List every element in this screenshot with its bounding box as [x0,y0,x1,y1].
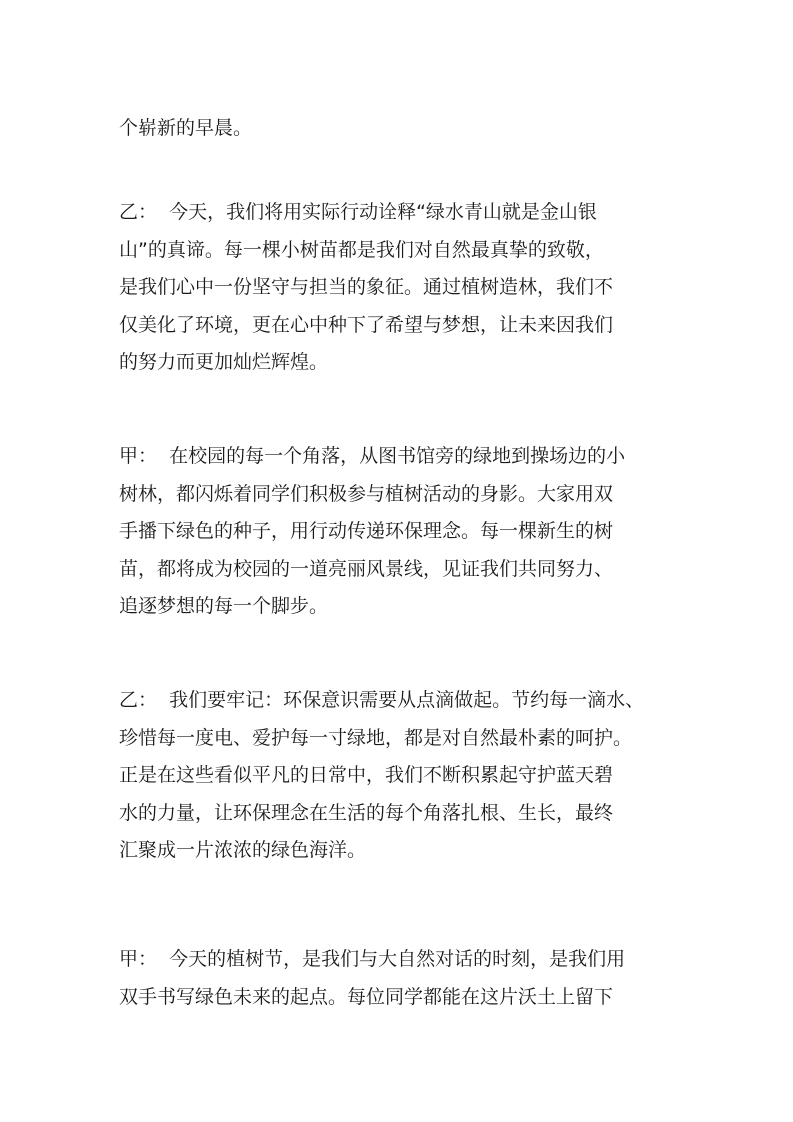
paragraph-jia-2: 甲： 今天的植树节，是我们与大自然对话的时刻，是我们用 双手书写绿色未来的起点。每位同学都能在这片沃土上留下 [119,948,626,1008]
paragraph-yi-2: 乙： 我们要牢记：环保意识需要从点滴做起。节约每一滴水、 珍惜每一度电、爱护每一寸绿地，都是对自然最朴素的呵护。 正是在这些看似平凡的日常中，我们不断积累起守护蓝天碧 水的力量，让环保理念在生活的每个角落扎根、生长，最终 汇聚成一片浓浓的绿色海洋。 [119,689,645,861]
paragraph-yi-1: 乙： 今天，我们将用实际行动诠释“绿水青山就是金山银 山”的真谛。每一棵小树苗都是我们对自然最真挚的致敬， 是我们心中一份坚守与担当的象征。通过植树造林，我们不 仅美化了环境，更在心中种下了希望与梦想，让未来因我们 的努力而更加灿烂辉煌。 [119,201,614,373]
paragraph-jia-1: 甲： 在校园的每一个角落，从图书馆旁的绿地到操场边的小 树林，都闪烁着同学们积极参与植树活动的身影。大家用双 手播下绿色的种子，用行动传递环保理念。每一棵新生的树 苗，都将成为校园的一道亮丽风景线，见证我们共同努力、 追逐梦想的每一个脚步。 [119,445,626,617]
paragraph-intro-continuation: 个崭新的早晨。 [119,117,253,139]
